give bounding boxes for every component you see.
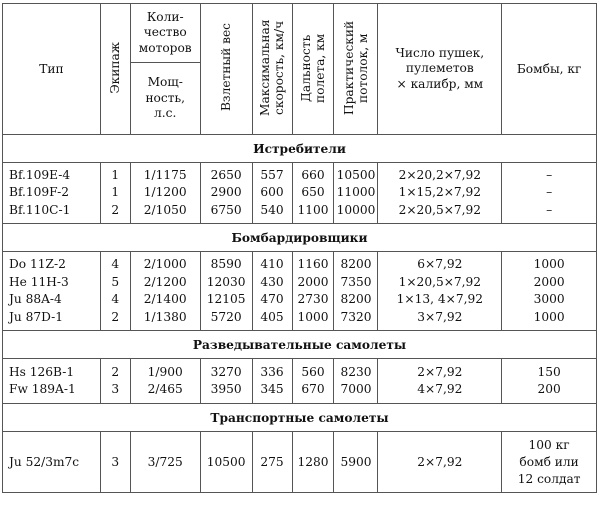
cell-guns: 2×20,5×7,92: [398, 202, 482, 217]
cell-engines: 1/1380: [143, 309, 187, 324]
cell-bombs: –: [546, 167, 553, 182]
cell-weight: 2650: [210, 167, 242, 182]
cell-guns: 1×20,5×7,92: [398, 274, 482, 289]
section-title-row: [3, 224, 597, 252]
cell-range: 560: [301, 364, 325, 379]
section-title: Истребители: [3, 135, 597, 163]
cell-weight: 2900: [210, 185, 242, 200]
cell-engines: 1/900: [147, 364, 183, 379]
cell-crew: 3: [111, 382, 120, 396]
section-title-row: [3, 331, 597, 359]
aircraft-table: [2, 3, 597, 493]
cell-engines: 2/465: [147, 382, 183, 396]
section-title: Разведывательные самолеты: [3, 331, 597, 359]
header-guns: Число пушек, пулеметов × калибр, мм: [378, 4, 502, 135]
cell-crew: 3: [100, 432, 130, 493]
cell-type: Hs 126B-1: [9, 364, 75, 379]
cell-speed: 336: [260, 364, 284, 379]
cell-ceiling: 11000: [336, 185, 376, 200]
cell-crew: 4: [111, 257, 120, 271]
cell-engines: 3/725: [130, 432, 200, 493]
cell-type: Ju 88A-4: [9, 292, 62, 306]
cell-ceiling: 10000: [336, 202, 376, 217]
cell-weight: 12105: [206, 292, 246, 306]
header-ceiling: Практический потолок, м: [334, 4, 378, 135]
cell-range: 1100: [297, 202, 329, 217]
cell-ceiling: 8230: [340, 364, 372, 379]
cell-speed: 405: [260, 309, 284, 324]
cell-guns: 4×7,92: [417, 382, 463, 396]
cell-crew: 2: [111, 309, 120, 324]
cell-ceiling: 10500: [336, 167, 376, 182]
cell-type: Ju 87D-1: [9, 309, 63, 324]
cell-speed: 557: [260, 167, 284, 182]
cell-crew: 1: [111, 167, 120, 182]
cell-range: 650: [301, 185, 325, 200]
cell-ceiling: 8200: [340, 257, 372, 271]
cell-type: Do 11Z-2: [9, 257, 66, 271]
cell-type: Bf.110C-1: [9, 202, 71, 217]
cell-speed: 430: [260, 274, 284, 289]
cell-bombs: 1000: [533, 257, 565, 271]
cell-engines: 2/1400: [143, 292, 187, 306]
cell-weight: 10500: [200, 432, 252, 493]
cell-range: 2730: [297, 292, 329, 306]
section-group: [3, 359, 597, 404]
cell-weight: 3270: [210, 364, 242, 379]
header-power: Мощ- ность, л.с.: [130, 63, 200, 135]
section-title: Транспортные самолеты: [3, 404, 597, 432]
cell-guns: 1×13, 4×7,92: [396, 292, 483, 306]
header-crew: Экипаж: [100, 4, 130, 135]
cell-type: Bf.109F-2: [9, 185, 69, 200]
header-range: Дальность полета, км: [292, 4, 334, 135]
cell-bombs: 100 кг бомб или 12 солдат: [517, 437, 581, 486]
cell-weight: 3950: [210, 382, 242, 396]
cell-range: 1280: [292, 432, 334, 493]
cell-range: 670: [301, 382, 325, 396]
cell-bombs: 200: [537, 382, 561, 396]
cell-ceiling: 7000: [340, 382, 372, 396]
cell-weight: 5720: [210, 309, 242, 324]
cell-bombs: 3000: [533, 292, 565, 306]
cell-type: He 11H-3: [9, 274, 69, 289]
cell-crew: 2: [111, 202, 120, 217]
cell-crew: 1: [111, 185, 120, 200]
header-bombs: Бомбы, кг: [502, 4, 597, 135]
cell-ceiling: 7350: [340, 274, 372, 289]
section-title-row: [3, 404, 597, 432]
cell-speed: 470: [260, 292, 284, 306]
cell-engines: 2/1050: [143, 202, 187, 217]
cell-range: 2000: [297, 274, 329, 289]
header-type: Тип: [3, 4, 101, 135]
cell-speed: 410: [260, 257, 284, 271]
header-row: [3, 4, 597, 63]
cell-engines: 1/1200: [143, 185, 187, 200]
cell-engines: 2/1200: [143, 274, 187, 289]
cell-guns: 1×15,2×7,92: [398, 185, 482, 200]
cell-crew: 5: [111, 274, 120, 289]
cell-range: 1160: [297, 257, 329, 271]
cell-bombs: 150: [537, 364, 561, 379]
section-group: [3, 252, 597, 331]
section-group: [3, 432, 597, 493]
cell-crew: 2: [111, 364, 120, 379]
section-title-row: [3, 135, 597, 163]
header-speed: Максимальная скорость, км/ч: [252, 4, 292, 135]
cell-guns: 6×7,92: [417, 257, 463, 271]
cell-speed: 540: [260, 202, 284, 217]
header-engines: Коли- чество моторов: [130, 4, 200, 63]
cell-engines: 2/1000: [143, 257, 187, 271]
cell-range: 660: [301, 167, 325, 182]
cell-weight: 8590: [210, 257, 242, 271]
cell-speed: 345: [260, 382, 284, 396]
cell-type: Bf.109E-4: [9, 167, 71, 182]
cell-engines: 1/1175: [143, 167, 187, 182]
section-title: Бомбардировщики: [3, 224, 597, 252]
cell-guns: 3×7,92: [417, 309, 463, 324]
cell-bombs: –: [546, 185, 553, 200]
cell-guns: 2×7,92: [417, 364, 463, 379]
cell-guns: 2×7,92: [378, 432, 502, 493]
cell-ceiling: 8200: [340, 292, 372, 306]
cell-speed: 275: [252, 432, 292, 493]
cell-speed: 600: [260, 185, 284, 200]
section-group: [3, 163, 597, 224]
cell-bombs: –: [546, 202, 553, 217]
cell-type: Ju 52/3m7c: [3, 432, 101, 493]
header-weight: Взлетный вес: [200, 4, 252, 135]
cell-ceiling: 5900: [334, 432, 378, 493]
cell-range: 1000: [297, 309, 329, 324]
cell-guns: 2×20,2×7,92: [398, 167, 482, 182]
cell-weight: 6750: [210, 202, 242, 217]
cell-weight: 12030: [206, 274, 246, 289]
cell-type: Fw 189A-1: [9, 382, 76, 396]
cell-ceiling: 7320: [340, 309, 372, 324]
cell-crew: 4: [111, 292, 120, 306]
cell-bombs: 2000: [533, 274, 565, 289]
cell-bombs: 1000: [533, 309, 565, 324]
